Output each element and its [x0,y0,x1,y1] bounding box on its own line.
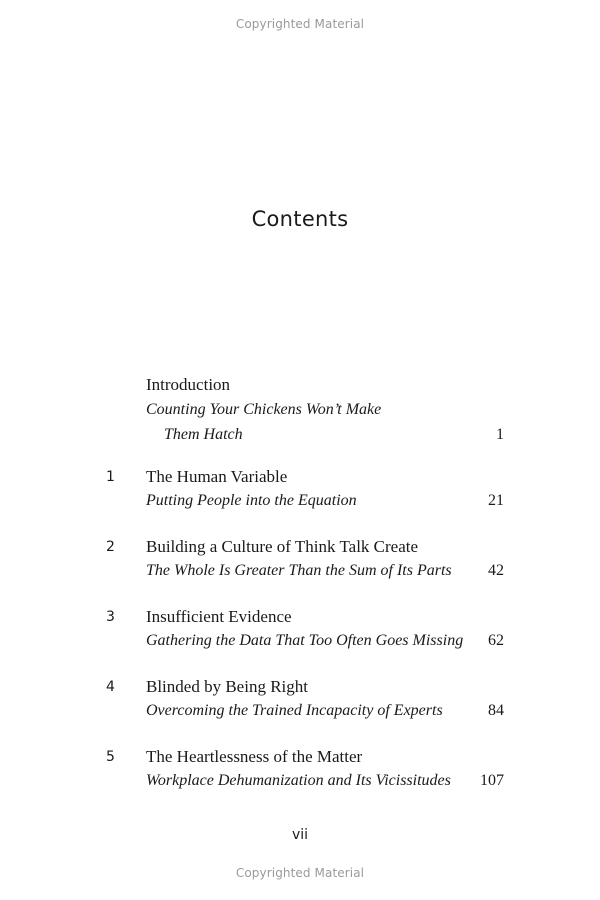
chapter-number: 4 [106,679,115,695]
toc-entry-chapter-2[interactable] [0,537,600,587]
toc-entry-page-number[interactable]: 42 [488,562,504,579]
toc-entry-title[interactable]: Building a Culture of Think Talk Create [146,537,419,556]
toc-entry-page-number[interactable]: 1 [496,426,504,443]
toc-entry-chapter-5[interactable] [0,747,600,797]
toc-entry-page-number[interactable]: 107 [480,772,504,789]
chapter-number: 5 [106,749,115,765]
toc-entry-subtitle: Putting People into the Equation [146,492,357,509]
toc-entry-subtitle-continued: Them Hatch [164,426,243,443]
table-of-contents [0,375,600,817]
copyright-watermark-bottom: Copyrighted Material [235,866,365,880]
toc-entry-page-number[interactable]: 62 [488,632,504,649]
toc-entry-subtitle: Overcoming the Trained Incapacity of Experts [146,702,443,719]
toc-entry-title[interactable]: Insufficient Evidence [146,607,292,626]
toc-entry-page-number[interactable]: 21 [488,492,504,509]
page-folio: vii [291,827,309,843]
toc-entry-introduction[interactable] [0,375,600,447]
toc-entry-title[interactable]: The Heartlessness of the Matter [146,747,363,766]
toc-entry-subtitle: Counting Your Chickens Won’t Make [146,401,382,418]
toc-entry-subtitle: Workplace Dehumanization and Its Vicissitudes [146,772,451,789]
chapter-number: 1 [106,469,115,485]
toc-entry-title[interactable]: Introduction [146,375,231,394]
chapter-number: 3 [106,609,115,625]
toc-entry-title[interactable]: The Human Variable [146,467,288,486]
toc-entry-chapter-4[interactable] [0,677,600,727]
toc-entry-page-number[interactable]: 84 [488,702,504,719]
toc-entry-chapter-1[interactable] [0,467,600,517]
copyright-watermark-top: Copyrighted Material [235,17,365,31]
chapter-number: 2 [106,539,115,555]
toc-entry-subtitle: The Whole Is Greater Than the Sum of Its Parts [146,562,452,579]
toc-entry-subtitle: Gathering the Data That Too Often Goes Missing [146,632,464,649]
toc-entry-chapter-3[interactable] [0,607,600,657]
page-title: Contents [251,207,349,231]
toc-entry-title[interactable]: Blinded by Being Right [146,677,308,696]
